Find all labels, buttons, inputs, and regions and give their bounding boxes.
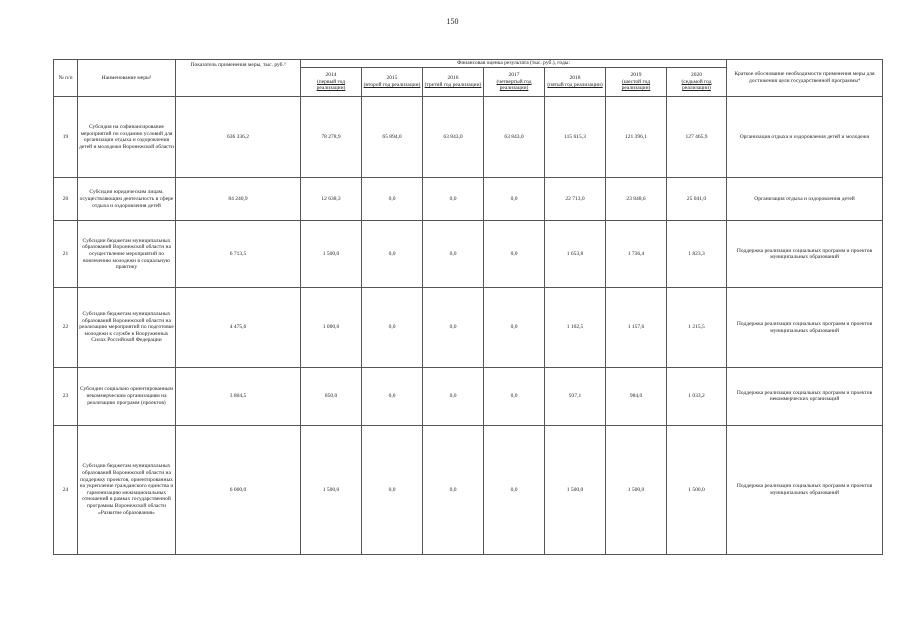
header-year-sub: (третий год реализации) (424, 82, 482, 88)
header-year-label: 2019 (630, 72, 642, 79)
header-indicator: Показатель применения меры, тыс. руб.³ (176, 60, 301, 97)
table-row (54, 97, 883, 178)
row-value: 63 843,0 (484, 97, 545, 178)
header-year-2015 (362, 68, 423, 97)
header-year-2017 (484, 68, 545, 97)
row-value: 1 157,6 (606, 288, 667, 367)
header-year-label: 2014 (325, 72, 337, 79)
row-num: 20 (54, 178, 78, 221)
row-justification: Поддержка реализации социальных программ и проектов некоммерческих организаций (727, 367, 883, 425)
row-num: 21 (54, 221, 78, 288)
row-value: 1 215,5 (667, 288, 727, 367)
row-name: Субсидия на софинансирование мероприятий по созданию условий для организации отдыха и оздоровления детей и молодежи Воронежской области (78, 97, 176, 178)
row-value: 1 500,0 (301, 425, 362, 554)
table-row (54, 178, 883, 221)
row-value: 1 653,8 (545, 221, 606, 288)
table-row (54, 425, 883, 554)
header-name: Наименование меры² (78, 60, 176, 97)
row-justification: Поддержка реализации социальных программ и проектов муниципальных образований (727, 288, 883, 367)
table-row (54, 221, 883, 288)
table-row (54, 367, 883, 425)
row-value: 0,0 (362, 288, 423, 367)
header-year-sub: (первый год реализации) (316, 78, 346, 92)
row-name: Субсидии бюджетам муниципальных образований Воронежской области на осуществление мероприятий по вовлечению молодежи в социальную практику (78, 221, 176, 288)
page-number: 150 (446, 17, 459, 26)
header-justification: Краткое обоснование необходимости применения меры для достижения цели государственной программы⁴ (727, 60, 883, 97)
row-justification: Организация отдыха и оздоровления детей и молодежи (727, 97, 883, 178)
row-value: 0,0 (423, 178, 484, 221)
row-value: 12 638,3 (301, 178, 362, 221)
row-num: 23 (54, 367, 78, 425)
row-value: 65 894,0 (362, 97, 423, 178)
row-value: 0,0 (484, 288, 545, 367)
row-value: 0,0 (423, 288, 484, 367)
row-value: 0,0 (484, 221, 545, 288)
header-year-2019 (606, 68, 667, 97)
row-indicator: 636 336,2 (176, 97, 301, 178)
header-year-sub: (седьмой год реализации) (681, 78, 712, 92)
row-indicator: 6 713,5 (176, 221, 301, 288)
row-value: 0,0 (362, 221, 423, 288)
measures-table (53, 59, 883, 555)
row-value: 1 033,2 (667, 367, 727, 425)
row-value: 127 465,9 (667, 97, 727, 178)
row-value: 25 041,0 (667, 178, 727, 221)
row-num: 24 (54, 425, 78, 554)
header-year-label: 2018 (569, 75, 581, 82)
row-value: 22 713,0 (545, 178, 606, 221)
header-year-sub: (шестой год реализации) (621, 78, 651, 92)
header-num: № п/п (54, 60, 78, 97)
header-year-sub: (второй год реализации) (363, 82, 421, 88)
header-year-2016 (423, 68, 484, 97)
row-justification: Поддержка реализации социальных программ и проектов муниципальных образований (727, 425, 883, 554)
row-value: 937,1 (545, 367, 606, 425)
row-justification: Организация отдыха и оздоровления детей (727, 178, 883, 221)
row-indicator: 6 000,0 (176, 425, 301, 554)
table-row (54, 288, 883, 367)
header-year-sub: (пятый год реализации) (547, 82, 603, 88)
row-name: Субсидии юридическим лицам, осуществляющим деятельность в сфере отдыха и оздоровления детей (78, 178, 176, 221)
row-name: Субсидии бюджетам муниципальных образований Воронежской области на реализацию мероприятий по подготовке молодежи к службе в Вооруженных Силах Российской Федерации (78, 288, 176, 367)
row-value: 23 848,6 (606, 178, 667, 221)
header-financial: Финансовая оценка результата (тыс. руб.), годы: (301, 60, 727, 68)
row-value: 850,0 (301, 367, 362, 425)
header-year-label: 2020 (691, 72, 702, 79)
row-value: 1 736,4 (606, 221, 667, 288)
header-year-label: 2017 (508, 72, 520, 79)
header-year-sub: (четвертый год реализации) (496, 78, 532, 92)
row-value: 0,0 (484, 425, 545, 554)
row-value: 78 278,9 (301, 97, 362, 178)
header-year-2014 (301, 68, 362, 97)
row-indicator: 4 475,6 (176, 288, 301, 367)
row-value: 1 500,0 (545, 425, 606, 554)
row-value: 1 500,0 (606, 425, 667, 554)
row-num: 22 (54, 288, 78, 367)
row-value: 0,0 (423, 425, 484, 554)
row-name: Субсидии социально ориентированным некоммерческим организациям на реализацию программ (проектов) (78, 367, 176, 425)
row-indicator: 3 804,5 (176, 367, 301, 425)
header-year-2018 (545, 68, 606, 97)
row-value: 0,0 (484, 367, 545, 425)
row-value: 115 615,3 (545, 97, 606, 178)
row-value: 0,0 (484, 178, 545, 221)
row-value: 1 823,3 (667, 221, 727, 288)
header-year-label: 2015 (386, 75, 398, 82)
header-year-2020 (667, 68, 727, 97)
row-indicator: 84 240,9 (176, 178, 301, 221)
row-value: 63 843,0 (423, 97, 484, 178)
row-value: 0,0 (362, 178, 423, 221)
row-value: 0,0 (423, 367, 484, 425)
row-value: 1 500,0 (667, 425, 727, 554)
row-value: 121 396,1 (606, 97, 667, 178)
row-value: 984,0 (606, 367, 667, 425)
header-year-label: 2016 (447, 75, 459, 82)
row-value: 1 000,0 (301, 288, 362, 367)
row-justification: Поддержка реализации социальных программ и проектов муниципальных образований (727, 221, 883, 288)
row-value: 0,0 (362, 367, 423, 425)
row-value: 1 500,0 (301, 221, 362, 288)
row-name: Субсидии бюджетам муниципальных образований Воронежской области на поддержку проектов, ориентированных на укрепление гражданского единства и гармонизацию межнациональных отношений в рамках государственной программы Воронежской области «Развитие образования» (78, 425, 176, 554)
row-value: 1 102,5 (545, 288, 606, 367)
row-num: 19 (54, 97, 78, 178)
row-value: 0,0 (362, 425, 423, 554)
row-value: 0,0 (423, 221, 484, 288)
